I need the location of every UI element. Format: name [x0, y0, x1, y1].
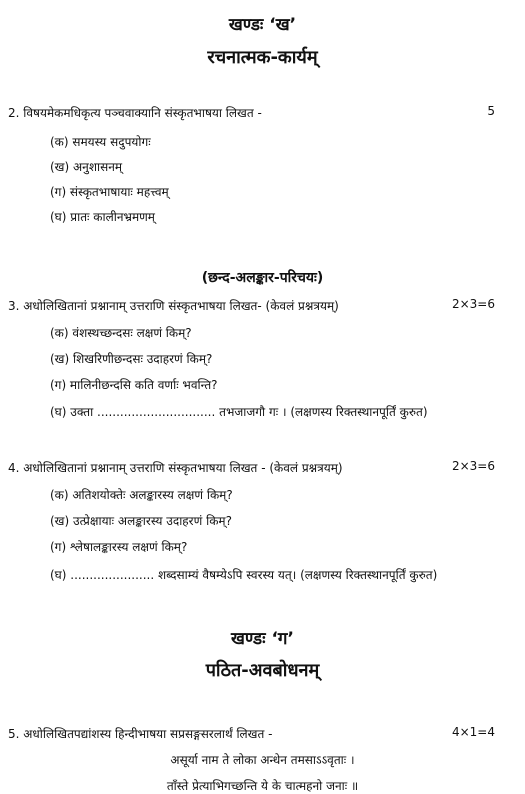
question-2-option-kha: (ख) अनुशासनम्: [50, 160, 123, 174]
question-3-option-gha: (घ) उक्ता ............................... तभजाजगौ गः । (लक्षणस्य रिक्तस्थानपूर्तिं कुरुत): [50, 405, 428, 419]
question-4-option-gha: (घ) ...................... शब्दसाम्यं वैषम्येऽपि स्वरस्य यत्। (लक्षणस्य रिक्तस्थानपूर्तिं कुरुत): [50, 568, 438, 582]
question-2-option-gha: (घ) प्रातः कालीनभ्रमणम्: [50, 210, 155, 224]
verse-line-1: असूर्या नाम ते लोका अन्धेन तमसाऽऽवृताः ।: [170, 753, 355, 767]
verse-line-2: ताँस्ते प्रेत्याभिगच्छन्ति ये के चात्महनो जनाः ॥: [166, 779, 359, 793]
question-2-marks: 5: [487, 104, 495, 118]
question-3-option-ka: (क) वंशस्थच्छन्दसः लक्षणं किम्?: [50, 326, 192, 340]
question-3-text: 3. अधोलिखितानां प्रश्नानाम् उत्तराणि संस्कृतभाषया लिखत- (केवलं प्रश्नत्रयम्): [8, 299, 339, 313]
section-ga-title: पठित-अवबोधनम्: [205, 660, 320, 681]
question-3-marks: 2×3=6: [451, 297, 495, 311]
section-kha-heading: खण्डः ‘ख’: [228, 15, 297, 35]
question-3-option-kha: (ख) शिखरिणीछन्दसः उदाहरणं किम्?: [50, 352, 213, 366]
question-4-text: 4. अधोलिखितानां प्रश्नानाम् उत्तराणि संस्कृतभाषया लिखत - (केवलं प्रश्नत्रयम्): [8, 461, 343, 475]
section-ga-heading: खण्डः ‘ग’: [231, 629, 294, 649]
question-4-option-kha: (ख) उत्प्रेक्षायाः अलङ्कारस्य उदाहरणं किम्?: [50, 514, 232, 528]
question-2-option-ga: (ग) संस्कृतभाषायाः महत्त्वम्: [50, 185, 169, 199]
question-2-text: 2. विषयमेकमधिकृत्य पञ्चवाक्यानि संस्कृतभाषया लिखत -: [8, 106, 262, 120]
question-3-option-ga: (ग) मालिनीछन्दसि कति वर्णाः भवन्ति?: [50, 378, 218, 392]
question-5-text: 5. अधोलिखितपद्यांशस्य हिन्दीभाषया सप्रसङ्गसरलार्थं लिखत -: [8, 727, 273, 741]
question-4-option-ka: (क) अतिशयोक्तेः अलङ्कारस्य लक्षणं किम्?: [50, 488, 233, 502]
question-4-marks: 2×3=6: [451, 459, 495, 473]
question-5-marks: 4×1=4: [451, 725, 495, 739]
question-2-option-ka: (क) समयस्य सदुपयोगः: [50, 135, 151, 149]
chhanda-alankara-heading: (छन्द-अलङ्कार-परिचयः): [201, 270, 324, 286]
question-4-option-ga: (ग) श्लेषालङ्कारस्य लक्षणं किम्?: [50, 540, 188, 554]
section-kha-title: रचनात्मक-कार्यम्: [207, 47, 318, 68]
